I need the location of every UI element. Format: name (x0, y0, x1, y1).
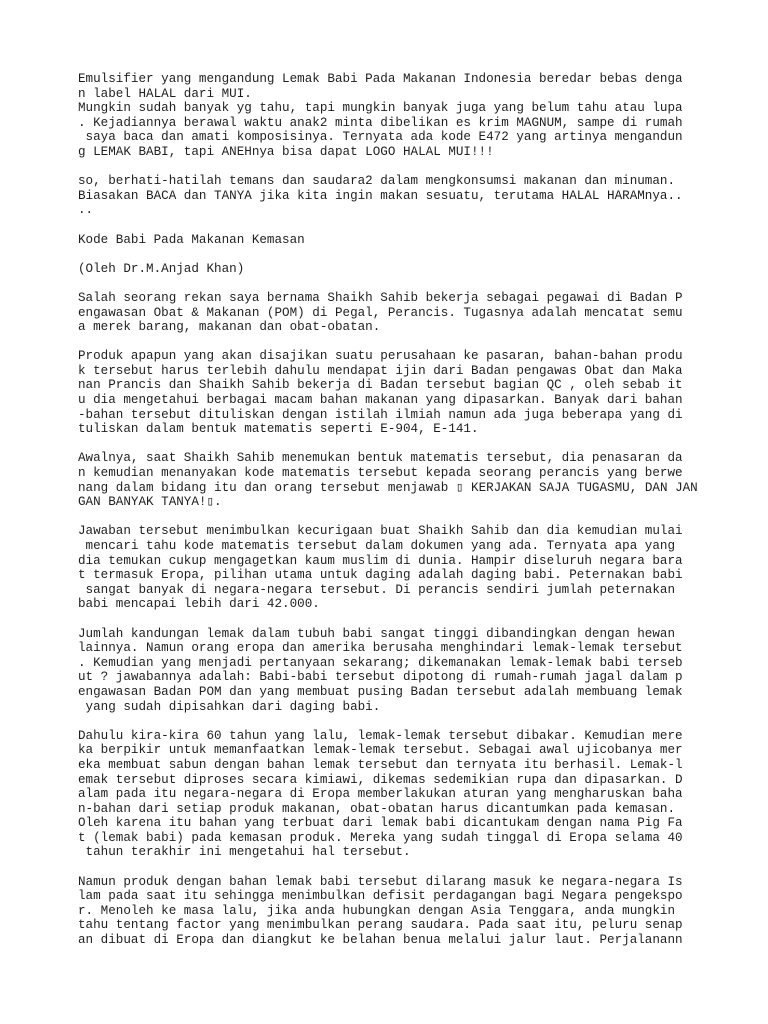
text-line: tahu tentang factor yang menimbulkan perang saudara. Pada saat itu, peluru senap (78, 918, 683, 933)
text-line: Emulsifier yang mengandung Lemak Babi Pada Makanan Indonesia beredar bebas denga (78, 72, 683, 86)
text-paragraph (78, 729, 718, 860)
text-line: Produk apapun yang akan disajikan suatu perusahaan ke pasaran, bahan-bahan produ (78, 349, 683, 364)
text-line: alam pada itu negara-negara di Eropa memberlakukan aturan yang mengharuskan baha (78, 787, 683, 802)
text-line: an dibuat di Eropa dan diangkut ke belahan benua melalui jalur laut. Perjalanann (78, 933, 683, 948)
text-line: babi mencapai lebih dari 42.000. (78, 597, 320, 612)
text-line: t termasuk Eropa, pilihan utama untuk daging adalah daging babi. Peternakan babi (78, 568, 683, 583)
text-line: emak tersebut diproses secara kimiawi, dikemas sedemikian rupa dan dipasarkan. D (78, 772, 683, 787)
text-line: -bahan tersebut dituliskan dengan istilah ilmiah namun ada juga beberapa yang di (78, 407, 683, 422)
text-line: r. Menoleh ke masa lalu, jika anda hubungkan dengan Asia Tenggara, anda mungkin (78, 903, 676, 918)
text-line: Kode Babi Pada Makanan Kemasan (78, 232, 305, 247)
text-paragraph (78, 174, 718, 218)
text-line: ut ? jawabannya adalah: Babi-babi tersebut dipotong di rumah-rumah jagal dalam p (78, 670, 683, 685)
text-line: Awalnya, saat Shaikh Sahib menemukan bentuk matematis tersebut, dia penasaran da (78, 451, 683, 466)
text-line: k tersebut harus terlebih dahulu mendapat ijin dari Badan pengawas Obat dan Maka (78, 363, 683, 378)
text-line: nang dalam bidang itu dan orang tersebut menjawab ▯ KERJAKAN SAJA TUGASMU, DAN JAN (78, 480, 698, 495)
text-line: engawasan Obat & Makanan (POM) di Pegal, Perancis. Tugasnya adalah mencatat semu (78, 305, 683, 320)
text-line: n kemudian menanyakan kode matematis tersebut kepada seorang perancis yang berwe (78, 466, 683, 481)
text-line: Salah seorang rekan saya bernama Shaikh Sahib bekerja sebagai pegawai di Badan P (78, 290, 683, 305)
text-line: ka berpikir untuk memanfaatkan lemak-lemak tersebut. Sebagai awal ujicobanya mer (78, 743, 683, 758)
text-paragraph (78, 875, 718, 948)
text-line: g LEMAK BABI, tapi ANEHnya bisa dapat LOGO HALAL MUI!!! (78, 144, 494, 159)
text-line: eka membuat sabun dengan bahan lemak tersebut dan ternyata itu berhasil. Lemak-l (78, 757, 683, 772)
text-line: n-bahan dari setiap produk makanan, obat-obatan harus dicantumkan pada kemasan. (78, 801, 676, 816)
text-paragraph (78, 451, 718, 509)
text-paragraph (78, 524, 718, 612)
text-paragraph (78, 349, 718, 437)
text-line: nan Prancis dan Shaikh Sahib bekerja di Badan tersebut bagian QC , oleh sebab it (78, 378, 683, 393)
text-line: so, berhati-hatilah temans dan saudara2 dalam mengkonsumsi makanan dan minuman. (78, 174, 676, 189)
text-line: t (lemak babi) pada kemasan produk. Mereka yang sudah tinggal di Eropa selama 40 (78, 830, 683, 845)
text-line: GAN BANYAK TANYA!▯. (78, 495, 222, 510)
text-line: Jawaban tersebut menimbulkan kecurigaan buat Shaikh Sahib dan dia kemudian mulai (78, 524, 683, 539)
text-line: sangat banyak di negara-negara tersebut. Di perancis sendiri jumlah peternakan (78, 582, 676, 597)
text-paragraph (78, 233, 718, 248)
text-line: engawasan Badan POM dan yang membuat pusing Badan tersebut adalah membuang lemak (78, 684, 683, 699)
text-line: (Oleh Dr.M.Anjad Khan) (78, 261, 245, 276)
text-paragraph (78, 262, 718, 277)
text-paragraph (78, 627, 718, 715)
text-line: tuliskan dalam bentuk matematis seperti E-904, E-141. (78, 422, 479, 437)
text-line: saya baca dan amati komposisinya. Ternyata ada kode E472 yang artinya mengandun (78, 130, 683, 145)
text-paragraph (78, 72, 718, 101)
document-page (78, 72, 718, 962)
text-paragraph (78, 101, 718, 159)
text-line: .. (78, 203, 94, 218)
text-line: a merek barang, makanan dan obat-obatan. (78, 320, 381, 335)
text-paragraph (78, 291, 718, 335)
text-line: . Kemudian yang menjadi pertanyaan sekarang; dikemanakan lemak-lemak babi terseb (78, 655, 683, 670)
text-line: u dia mengetahui berbagai macam bahan makanan yang dipasarkan. Banyak dari bahan (78, 393, 683, 408)
text-line: Namun produk dengan bahan lemak babi tersebut dilarang masuk ke negara-negara Is (78, 874, 683, 889)
text-line: Dahulu kira-kira 60 tahun yang lalu, lemak-lemak tersebut dibakar. Kemudian mere (78, 728, 683, 743)
text-line: lainnya. Namun orang eropa dan amerika berusaha menghindari lemak-lemak tersebut (78, 641, 683, 656)
text-line: tahun terakhir ini mengetahui hal tersebut. (78, 845, 411, 860)
text-line: n label HALAL dari MUI. (78, 86, 252, 101)
text-line: lam pada saat itu sehingga menimbulkan defisit perdagangan bagi Negara pengekspo (78, 889, 683, 904)
text-line: Oleh karena itu bahan yang terbuat dari lemak babi dicantukam dengan nama Pig Fa (78, 816, 683, 831)
text-line: Jumlah kandungan lemak dalam tubuh babi sangat tinggi dibandingkan dengan hewan (78, 626, 676, 641)
text-line: mencari tahu kode matematis tersebut dalam dokumen yang ada. Ternyata apa yang (78, 539, 676, 553)
text-line: Biasakan BACA dan TANYA jika kita ingin makan sesuatu, terutama HALAL HARAMnya.. (78, 188, 683, 203)
text-line: . Kejadiannya berawal waktu anak2 minta dibelikan es krim MAGNUM, sampe di rumah (78, 115, 683, 130)
text-line: dia temukan cukup mengagetkan kaum muslim di dunia. Hampir diseluruh negara bara (78, 553, 683, 568)
text-line: Mungkin sudah banyak yg tahu, tapi mungkin banyak juga yang belum tahu atau lupa (78, 101, 683, 116)
text-line: yang sudah dipisahkan dari daging babi. (78, 699, 381, 714)
